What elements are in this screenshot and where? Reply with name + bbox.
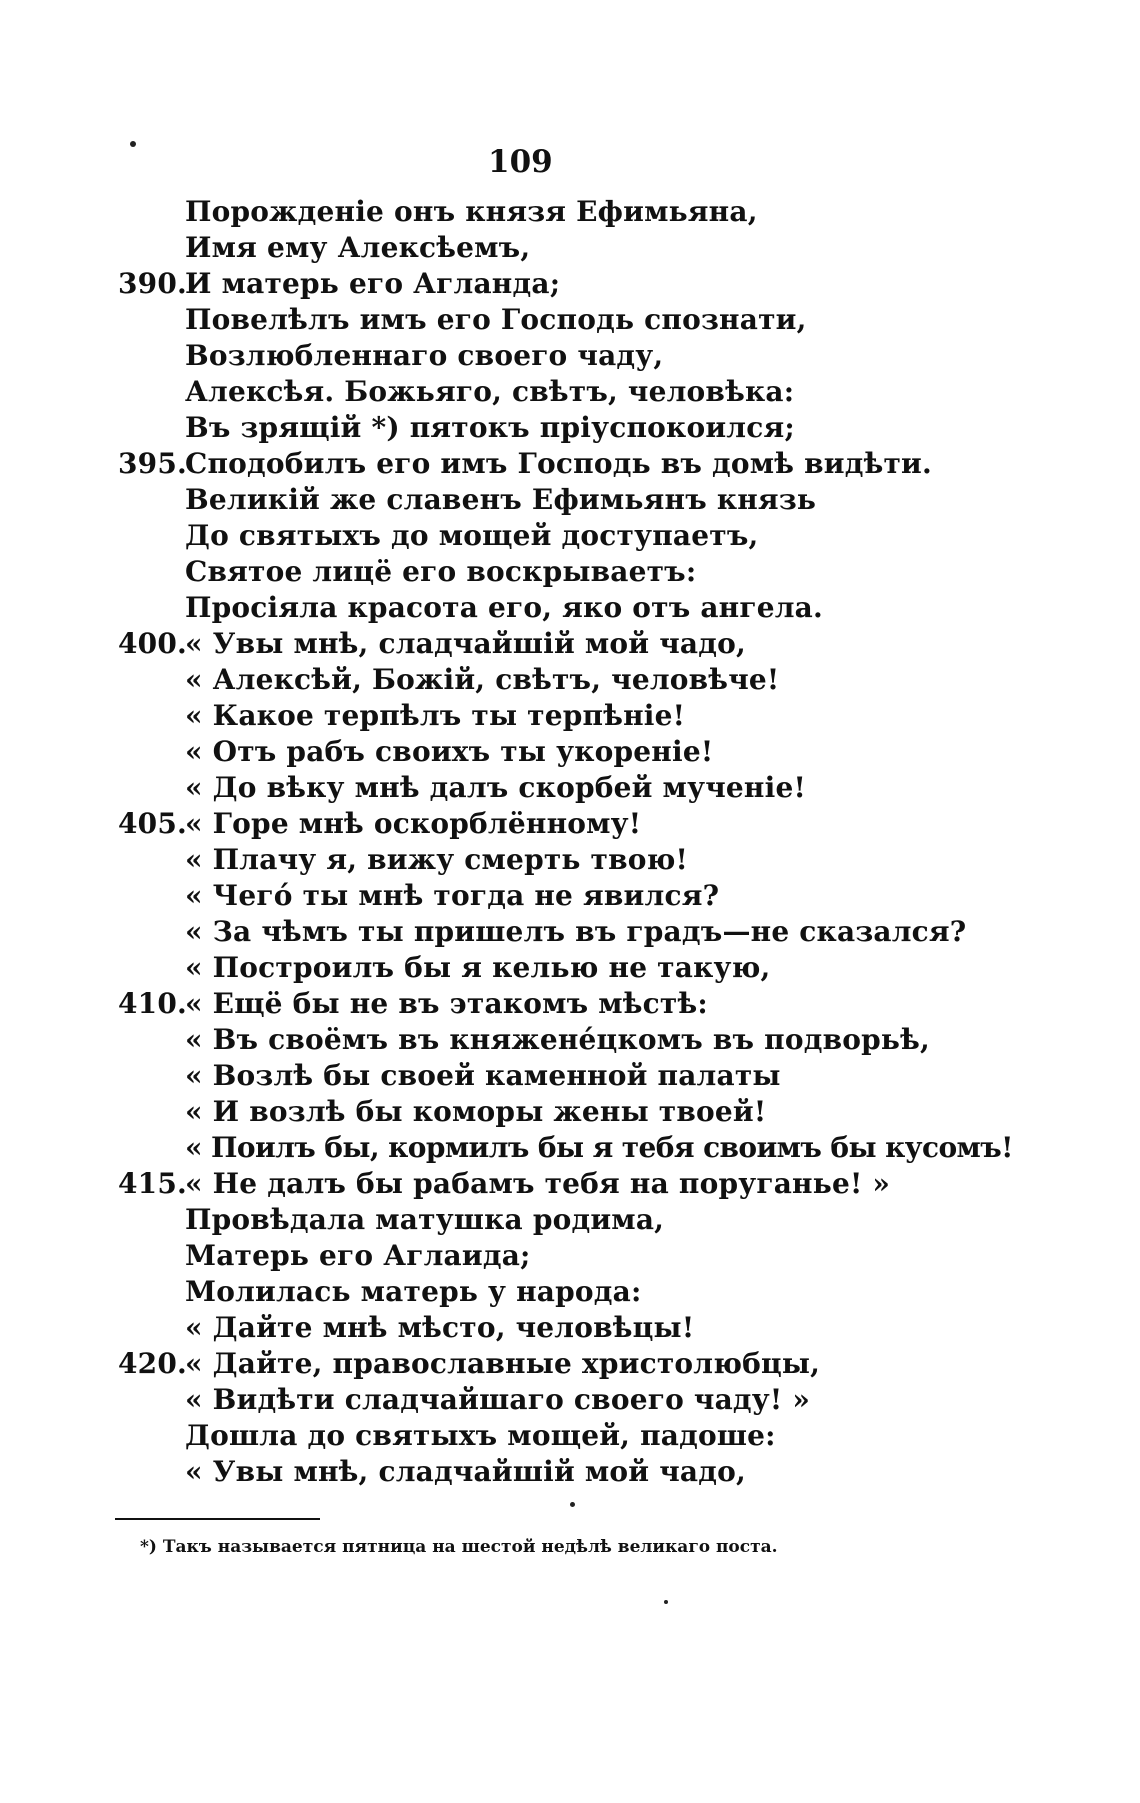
verse-line — [185, 482, 816, 518]
line-text: « Возлѣ бы своей каменной палаты — [185, 1059, 781, 1092]
line-text: Матерь его Аглаида; — [185, 1239, 531, 1272]
line-text: « Поилъ бы, кормилъ бы я тебя своимъ бы кусомъ! — [185, 1131, 1013, 1164]
line-number: 420. — [118, 1347, 187, 1380]
line-text: « Видѣти сладчайшаго своего чаду! » — [185, 1383, 811, 1416]
line-text: Повелѣлъ имъ его Господь спознати, — [185, 303, 807, 336]
line-text: « Алексѣй, Божій, свѣтъ, человѣче! — [185, 663, 780, 696]
line-text: « Въ своёмъ въ княженéцкомъ въ подворьѣ, — [185, 1023, 930, 1056]
verse-line — [118, 266, 561, 302]
verse-line — [185, 1130, 1013, 1166]
line-text: Молилась матерь у народа: — [185, 1275, 642, 1308]
line-number: 395. — [118, 447, 187, 480]
verse-line — [185, 1454, 746, 1490]
line-text: Великій же славенъ Ефимьянъ князь — [185, 483, 817, 516]
verse-line — [118, 626, 746, 662]
verse-line — [185, 698, 685, 734]
line-text: « Плачу я, вижу смерть твою! — [185, 843, 689, 876]
verse-line — [185, 1310, 694, 1346]
verse-line — [118, 1346, 821, 1382]
line-text: Провѣдала матушка родима, — [185, 1203, 665, 1236]
line-text: И матерь его Агланда; — [185, 267, 561, 300]
line-number: 405. — [118, 807, 187, 840]
line-text: « Горе мнѣ оскорблённому! — [185, 807, 642, 840]
line-text: « Какое терпѣлъ ты терпѣніе! — [185, 699, 686, 732]
line-text: Имя ему Алексѣемъ, — [185, 231, 531, 264]
print-speck — [570, 1502, 575, 1507]
footnote: *) Такъ называется пятница на шестой недѣлѣ великаго поста. — [140, 1537, 778, 1557]
verse-line — [185, 1382, 810, 1418]
verse-line — [118, 1166, 891, 1202]
verse-line — [118, 446, 932, 482]
line-text: « Чегó ты мнѣ тогда не явился? — [185, 879, 720, 912]
line-text: Святое лицё его воскрываетъ: — [185, 555, 697, 588]
verse-line — [185, 1418, 776, 1454]
print-speck — [664, 1600, 668, 1604]
verse-line — [185, 338, 663, 374]
verse-line — [185, 1238, 531, 1274]
line-text: « Дайте мнѣ мѣсто, человѣцы! — [185, 1311, 695, 1344]
line-text: « Отъ рабъ своихъ ты укореніе! — [185, 735, 714, 768]
verse-line — [185, 302, 807, 338]
line-text: До святыхъ до мощей доступаетъ, — [185, 519, 759, 552]
verse-line — [185, 770, 806, 806]
line-text: « За чѣмъ ты пришелъ въ градъ—не сказался? — [185, 915, 967, 948]
line-text: « Не далъ бы рабамъ тебя на поруганье! » — [185, 1167, 891, 1200]
line-text: Порожденіе онъ князя Ефимьяна, — [185, 195, 758, 228]
line-text: « Увы мнѣ, сладчайшій мой чадо, — [185, 1455, 746, 1488]
line-text: « Дайте, православные христолюбцы, — [185, 1347, 821, 1380]
verse-line — [185, 1094, 766, 1130]
verse-line — [185, 410, 795, 446]
line-text: « Построилъ бы я келью не такую, — [185, 951, 771, 984]
verse-line — [185, 950, 770, 986]
line-text: Просіяла красота его, яко отъ ангела. — [185, 591, 823, 624]
verse-line — [185, 878, 719, 914]
verse-line — [185, 734, 713, 770]
footnote-rule — [115, 1518, 320, 1520]
verse-line — [185, 1274, 642, 1310]
verse-line — [185, 1022, 930, 1058]
verse-line — [185, 1202, 664, 1238]
verse-line — [185, 914, 966, 950]
line-number: 400. — [118, 627, 187, 660]
verse-line — [185, 590, 823, 626]
verse-line — [185, 374, 794, 410]
verse-line — [185, 842, 688, 878]
page-number: 109 — [488, 144, 553, 180]
verse-line — [185, 230, 530, 266]
verse-line — [185, 194, 758, 230]
verse-line — [185, 1058, 781, 1094]
line-text: Возлюбленнаго своего чаду, — [185, 339, 664, 372]
verse-line — [185, 518, 758, 554]
line-number: 415. — [118, 1167, 187, 1200]
line-text: « И возлѣ бы коморы жены твоей! — [185, 1095, 767, 1128]
line-text: « Увы мнѣ, сладчайшій мой чадо, — [185, 627, 746, 660]
print-speck — [130, 141, 136, 147]
line-number: 410. — [118, 987, 187, 1020]
line-text: Алексѣя. Божьяго, свѣтъ, человѣка: — [185, 375, 795, 408]
line-text: Дошла до святыхъ мощей, падоше: — [185, 1419, 776, 1452]
line-number: 390. — [118, 267, 187, 300]
line-text: Сподобилъ его имъ Господь въ домѣ видѣти. — [185, 447, 932, 480]
verse-line — [185, 662, 779, 698]
verse-line — [185, 554, 696, 590]
line-text: « До вѣку мнѣ далъ скорбей мученіе! — [185, 771, 806, 804]
line-text: Въ зрящій *) пятокъ пріуспокоился; — [185, 411, 795, 444]
verse-line — [118, 806, 642, 842]
verse-line — [118, 986, 708, 1022]
line-text: « Ещё бы не въ этакомъ мѣстѣ: — [185, 987, 708, 1020]
